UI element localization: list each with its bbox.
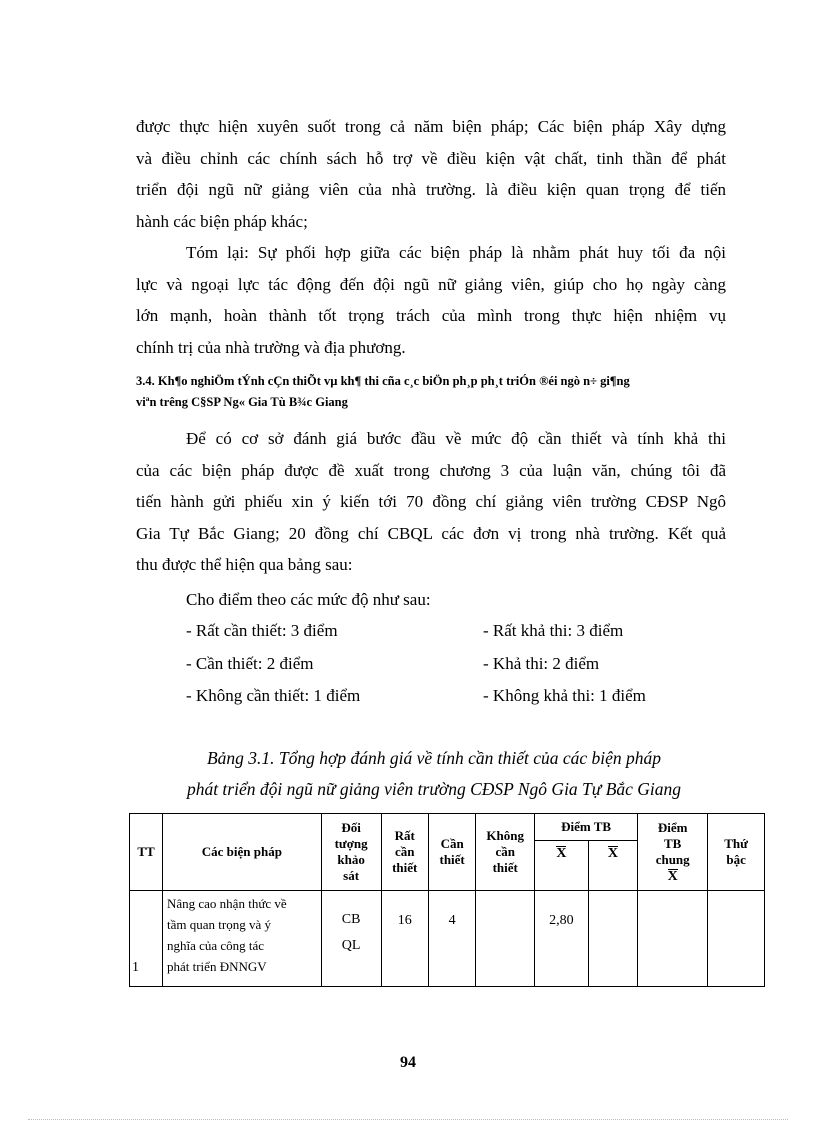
header-measure: Các biện pháp xyxy=(162,814,321,891)
row-tt: 1 xyxy=(130,891,163,987)
header-avg-score: Điểm TB xyxy=(535,814,638,841)
xbar-symbol: X xyxy=(556,846,567,861)
scoring-intro: Cho điểm theo các mức độ như sau: xyxy=(186,590,431,609)
feasibility-level: - Không khả thi: 1 điểm xyxy=(483,686,646,705)
row-avg-1: 2,80 xyxy=(535,891,589,987)
paragraph-3 xyxy=(136,423,726,581)
row-avg-2 xyxy=(588,891,637,987)
header-subject: Đối tượng khảo sát xyxy=(321,814,381,891)
xbar-symbol: X xyxy=(667,869,678,884)
header-necessary: Cần thiết xyxy=(428,814,475,891)
row-not-necessary xyxy=(476,891,535,987)
paragraph-1 xyxy=(136,111,726,237)
paragraph-line: lực và ngoại lực tác động đến đội ngũ nữ giảng viên, giúp cho họ ngày càng xyxy=(136,274,726,294)
row-subject: CB QL xyxy=(321,891,381,987)
scoring-row xyxy=(186,620,706,653)
table-caption xyxy=(136,743,732,805)
necessity-level: - Cần thiết: 2 điểm xyxy=(186,653,314,673)
necessity-level: - Rất cần thiết: 3 điểm xyxy=(186,621,338,640)
header-rank: Thứ bậc xyxy=(708,814,765,891)
page-bottom-divider xyxy=(28,1119,788,1120)
paragraph-line: của các biện pháp được đề xuất trong chương 3 của luận văn, chúng tôi đã xyxy=(136,460,726,480)
paragraph-line: triển đội ngũ nữ giảng viên của nhà trường. là điều kiện quan trọng để tiến xyxy=(136,180,726,200)
row-avg-overall xyxy=(638,891,708,987)
paragraph-line: thu được thể hiện qua bảng sau: xyxy=(136,555,353,575)
paragraph-line: tiến hành gửi phiếu xin ý kiến tới 70 đồng chí giảng viên trường CĐSP Ngô xyxy=(136,492,726,512)
paragraph-line: Để có cơ sở đánh giá bước đầu về mức độ cần thiết và tính khả thi xyxy=(186,429,726,448)
paragraph-line: lớn mạnh, hoàn thành tốt trọng trách của mình trong thực hiện nhiệm vụ xyxy=(136,306,726,326)
table-row xyxy=(130,891,765,987)
scoring-scale-list xyxy=(186,620,706,718)
paragraph-2 xyxy=(136,237,726,363)
header-very-necessary: Rất cần thiết xyxy=(381,814,428,891)
page-number: 94 xyxy=(400,1054,416,1071)
paragraph-line: Gia Tự Bắc Giang; 20 đồng chí CBQL các đơn vị trong nhà trường. Kết quả xyxy=(136,523,726,543)
header-xbar-2 xyxy=(588,841,637,891)
section-heading xyxy=(136,371,736,413)
necessity-level: - Không cần thiết: 1 điểm xyxy=(186,686,361,705)
paragraph-line: được thực hiện xuyên suốt trong cả năm biện pháp; Các biện pháp Xây dựng xyxy=(136,117,726,136)
section-heading-line-1: 3.4. Kh¶o nghiÖm tÝnh cÇn thiÕt vµ kh¶ thi cña c¸c biÖn ph¸p ph¸t triÓn ®éi ngò n÷ gi¶ng xyxy=(136,374,630,388)
paragraph-line: chính trị của nhà trường và địa phương. xyxy=(136,337,406,357)
xbar-symbol: X xyxy=(607,846,618,861)
scoring-row xyxy=(186,685,706,718)
header-xbar-1 xyxy=(535,841,589,891)
header-not-necessary: Không cần thiết xyxy=(476,814,535,891)
scoring-row xyxy=(186,653,706,686)
table-caption-line-1: Bảng 3.1. Tổng hợp đánh giá về tính cần thiết của các biện pháp xyxy=(206,748,662,768)
header-avg-overall: Điểm TB chung X xyxy=(638,814,708,891)
feasibility-level: - Rất khả thi: 3 điểm xyxy=(483,621,624,640)
paragraph-line: Tóm lại: Sự phối hợp giữa các biện pháp là nhằm phát huy tối đa nội xyxy=(186,243,726,262)
row-measure: Nâng cao nhận thức về tầm quan trọng và ý nghĩa của công tác phát triển ĐNNGV xyxy=(162,891,321,987)
paragraph-line: và điều chỉnh các chính sách hỗ trợ về điều kiện vật chất, tinh thần để phát xyxy=(136,148,726,168)
row-rank xyxy=(708,891,765,987)
paragraph-line: hành các biện pháp khác; xyxy=(136,211,308,231)
feasibility-level: - Khả thi: 2 điểm xyxy=(483,653,600,673)
evaluation-table xyxy=(129,813,765,987)
table-caption-line-2: phát triển đội ngũ nữ giảng viên trường CĐSP Ngô Gia Tự Bắc Giang xyxy=(186,779,682,799)
row-very-necessary: 16 xyxy=(381,891,428,987)
header-tt: TT xyxy=(130,814,163,891)
section-heading-line-2: viªn trêng C§SP Ng« Gia Tù B¾c Giang xyxy=(136,395,348,409)
row-necessary: 4 xyxy=(428,891,475,987)
